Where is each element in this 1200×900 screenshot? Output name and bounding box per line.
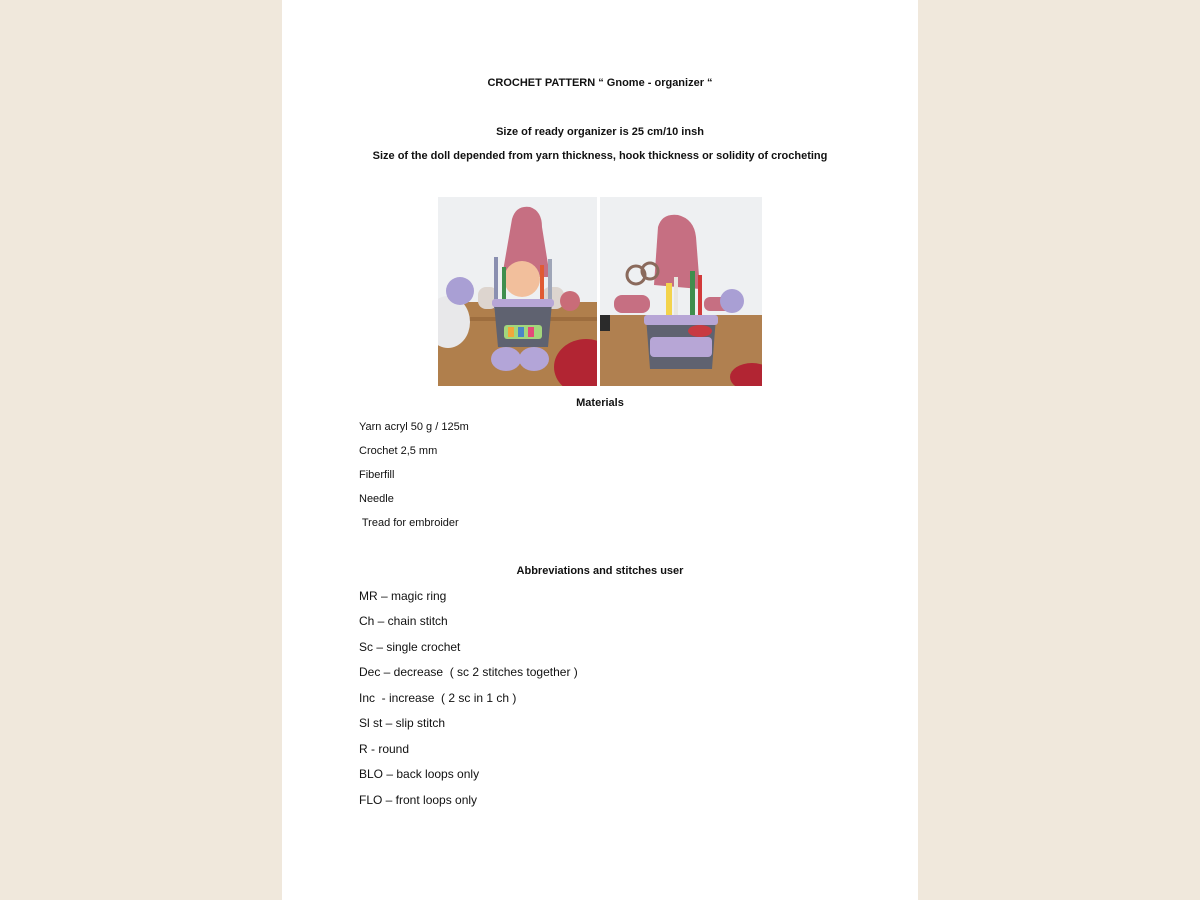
abbreviation-item: Sc – single crochet xyxy=(359,640,461,654)
abbreviation-item: Ch – chain stitch xyxy=(359,614,448,628)
document-title: CROCHET PATTERN “ Gnome - organizer “ xyxy=(487,77,713,89)
abbreviation-item: Sl st – slip stitch xyxy=(359,716,446,730)
abbreviation-item: FLO – front loops only xyxy=(359,793,478,807)
abbreviation-item: BLO – back loops only xyxy=(359,767,480,781)
abbreviation-item: Dec – decrease ( sc 2 stitches together ) xyxy=(359,665,578,679)
material-item: Needle xyxy=(359,493,394,505)
gnome-organizer-front-photo xyxy=(438,197,597,386)
size-doll-note: Size of the doll depended from yarn thickness, hook thickness or solidity of crocheting xyxy=(372,150,828,162)
material-item: Yarn acryl 50 g / 125m xyxy=(359,421,469,433)
document-page xyxy=(282,0,918,900)
abbreviation-item: Inc - increase ( 2 sc in 1 ch ) xyxy=(359,691,517,705)
material-item: Tread for embroider xyxy=(359,517,459,529)
abbreviation-item: R - round xyxy=(359,742,410,756)
size-ready-organizer: Size of ready organizer is 25 cm/10 insh xyxy=(496,126,704,138)
material-item: Fiberfill xyxy=(359,469,395,481)
materials-heading: Materials xyxy=(576,397,624,409)
gnome-organizer-side-photo xyxy=(600,197,762,386)
abbreviation-item: MR – magic ring xyxy=(359,589,447,603)
material-item: Crochet 2,5 mm xyxy=(359,445,438,457)
abbreviations-heading: Abbreviations and stitches user xyxy=(516,565,684,577)
